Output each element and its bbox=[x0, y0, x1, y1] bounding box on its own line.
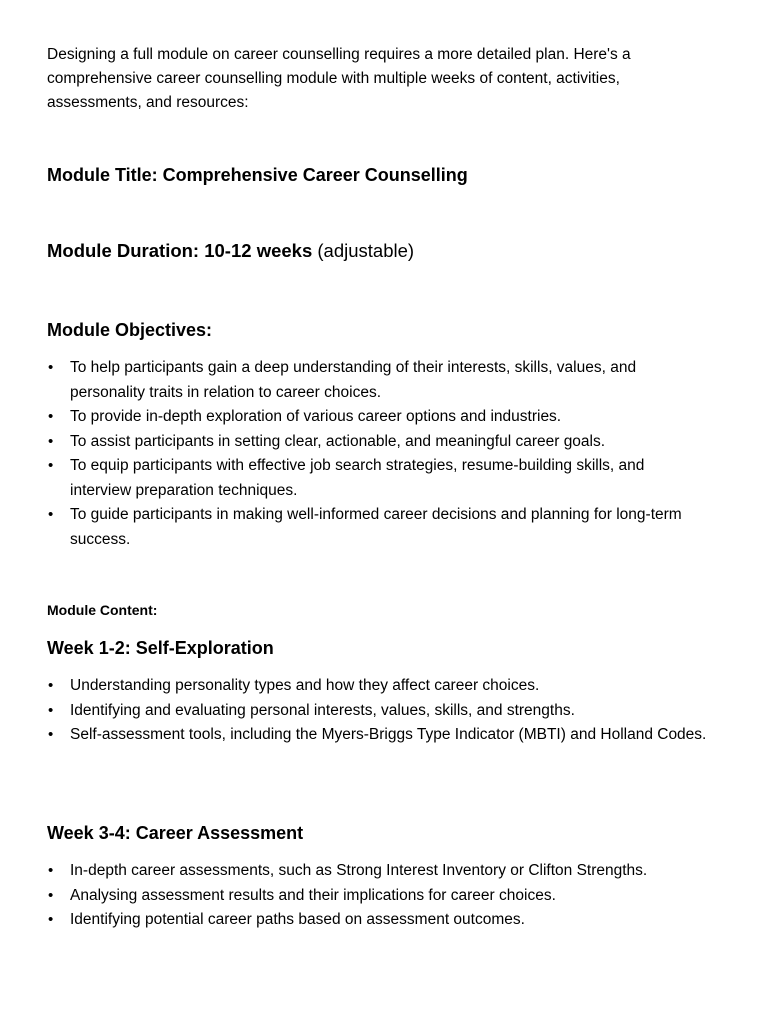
list-item bbox=[47, 503, 707, 552]
list-item-text: To help participants gain a deep understanding of their interests, skills, values, and personality traits in relation to career choices. bbox=[70, 359, 637, 401]
list-item-text: To provide in-depth exploration of various career options and industries. bbox=[70, 408, 562, 425]
week-3-4-heading: Week 3-4: Career Assessment bbox=[47, 823, 304, 843]
list-item-text: Understanding personality types and how they affect career choices. bbox=[70, 677, 540, 694]
list-item-text: To guide participants in making well-informed career decisions and planning for long-term success. bbox=[70, 506, 682, 548]
bullet-icon: • bbox=[48, 911, 54, 928]
week-1-2-list bbox=[47, 674, 707, 748]
intro-paragraph: Designing a full module on career counselling requires a more detailed plan. Here's a comprehensive career counselling module with multiple weeks of content, activities, assessments, and resources: bbox=[47, 46, 631, 111]
week-3-4-list bbox=[47, 859, 707, 933]
list-item bbox=[47, 405, 707, 430]
bullet-icon: • bbox=[48, 408, 54, 425]
module-title: Module Title: Comprehensive Career Counselling bbox=[47, 165, 468, 185]
bullet-icon: • bbox=[48, 457, 54, 474]
bullet-icon: • bbox=[48, 506, 54, 523]
week-1-2-heading: Week 1-2: Self-Exploration bbox=[47, 638, 274, 658]
objectives-list bbox=[47, 356, 707, 552]
bullet-icon: • bbox=[48, 862, 54, 879]
list-item-text: Identifying potential career paths based on assessment outcomes. bbox=[70, 911, 525, 928]
bullet-icon: • bbox=[48, 886, 54, 904]
objectives-heading: Module Objectives: bbox=[47, 320, 213, 340]
bullet-icon: • bbox=[48, 359, 54, 376]
content-heading: Module Content: bbox=[47, 602, 158, 618]
module-duration-note: (adjustable) bbox=[312, 240, 415, 261]
module-duration bbox=[47, 239, 414, 263]
list-item-text: Analysing assessment results and their implications for career choices. bbox=[70, 886, 556, 904]
list-item bbox=[47, 723, 707, 748]
list-item-text: To equip participants with effective job search strategies, resume-building skills, and interview preparation techniques. bbox=[70, 457, 645, 499]
list-item bbox=[47, 699, 707, 724]
list-item bbox=[47, 884, 707, 909]
list-item-text: Self-assessment tools, including the Myers-Briggs Type Indicator (MBTI) and Holland Codes. bbox=[70, 726, 707, 743]
list-item bbox=[47, 908, 707, 933]
list-item bbox=[47, 356, 707, 405]
list-item-text: To assist participants in setting clear, actionable, and meaningful career goals. bbox=[70, 432, 606, 450]
list-item-text: Identifying and evaluating personal interests, values, skills, and strengths. bbox=[70, 701, 575, 719]
bullet-icon: • bbox=[48, 432, 54, 450]
bullet-icon: • bbox=[48, 701, 54, 719]
module-duration-label: Module Duration: 10-12 weeks bbox=[47, 240, 313, 261]
bullet-icon: • bbox=[48, 726, 54, 743]
list-item bbox=[47, 454, 707, 503]
list-item bbox=[47, 674, 707, 699]
list-item bbox=[47, 859, 707, 884]
bullet-icon: • bbox=[48, 677, 54, 694]
list-item bbox=[47, 430, 707, 455]
list-item-text: In-depth career assessments, such as Strong Interest Inventory or Clifton Strengths. bbox=[70, 862, 648, 879]
